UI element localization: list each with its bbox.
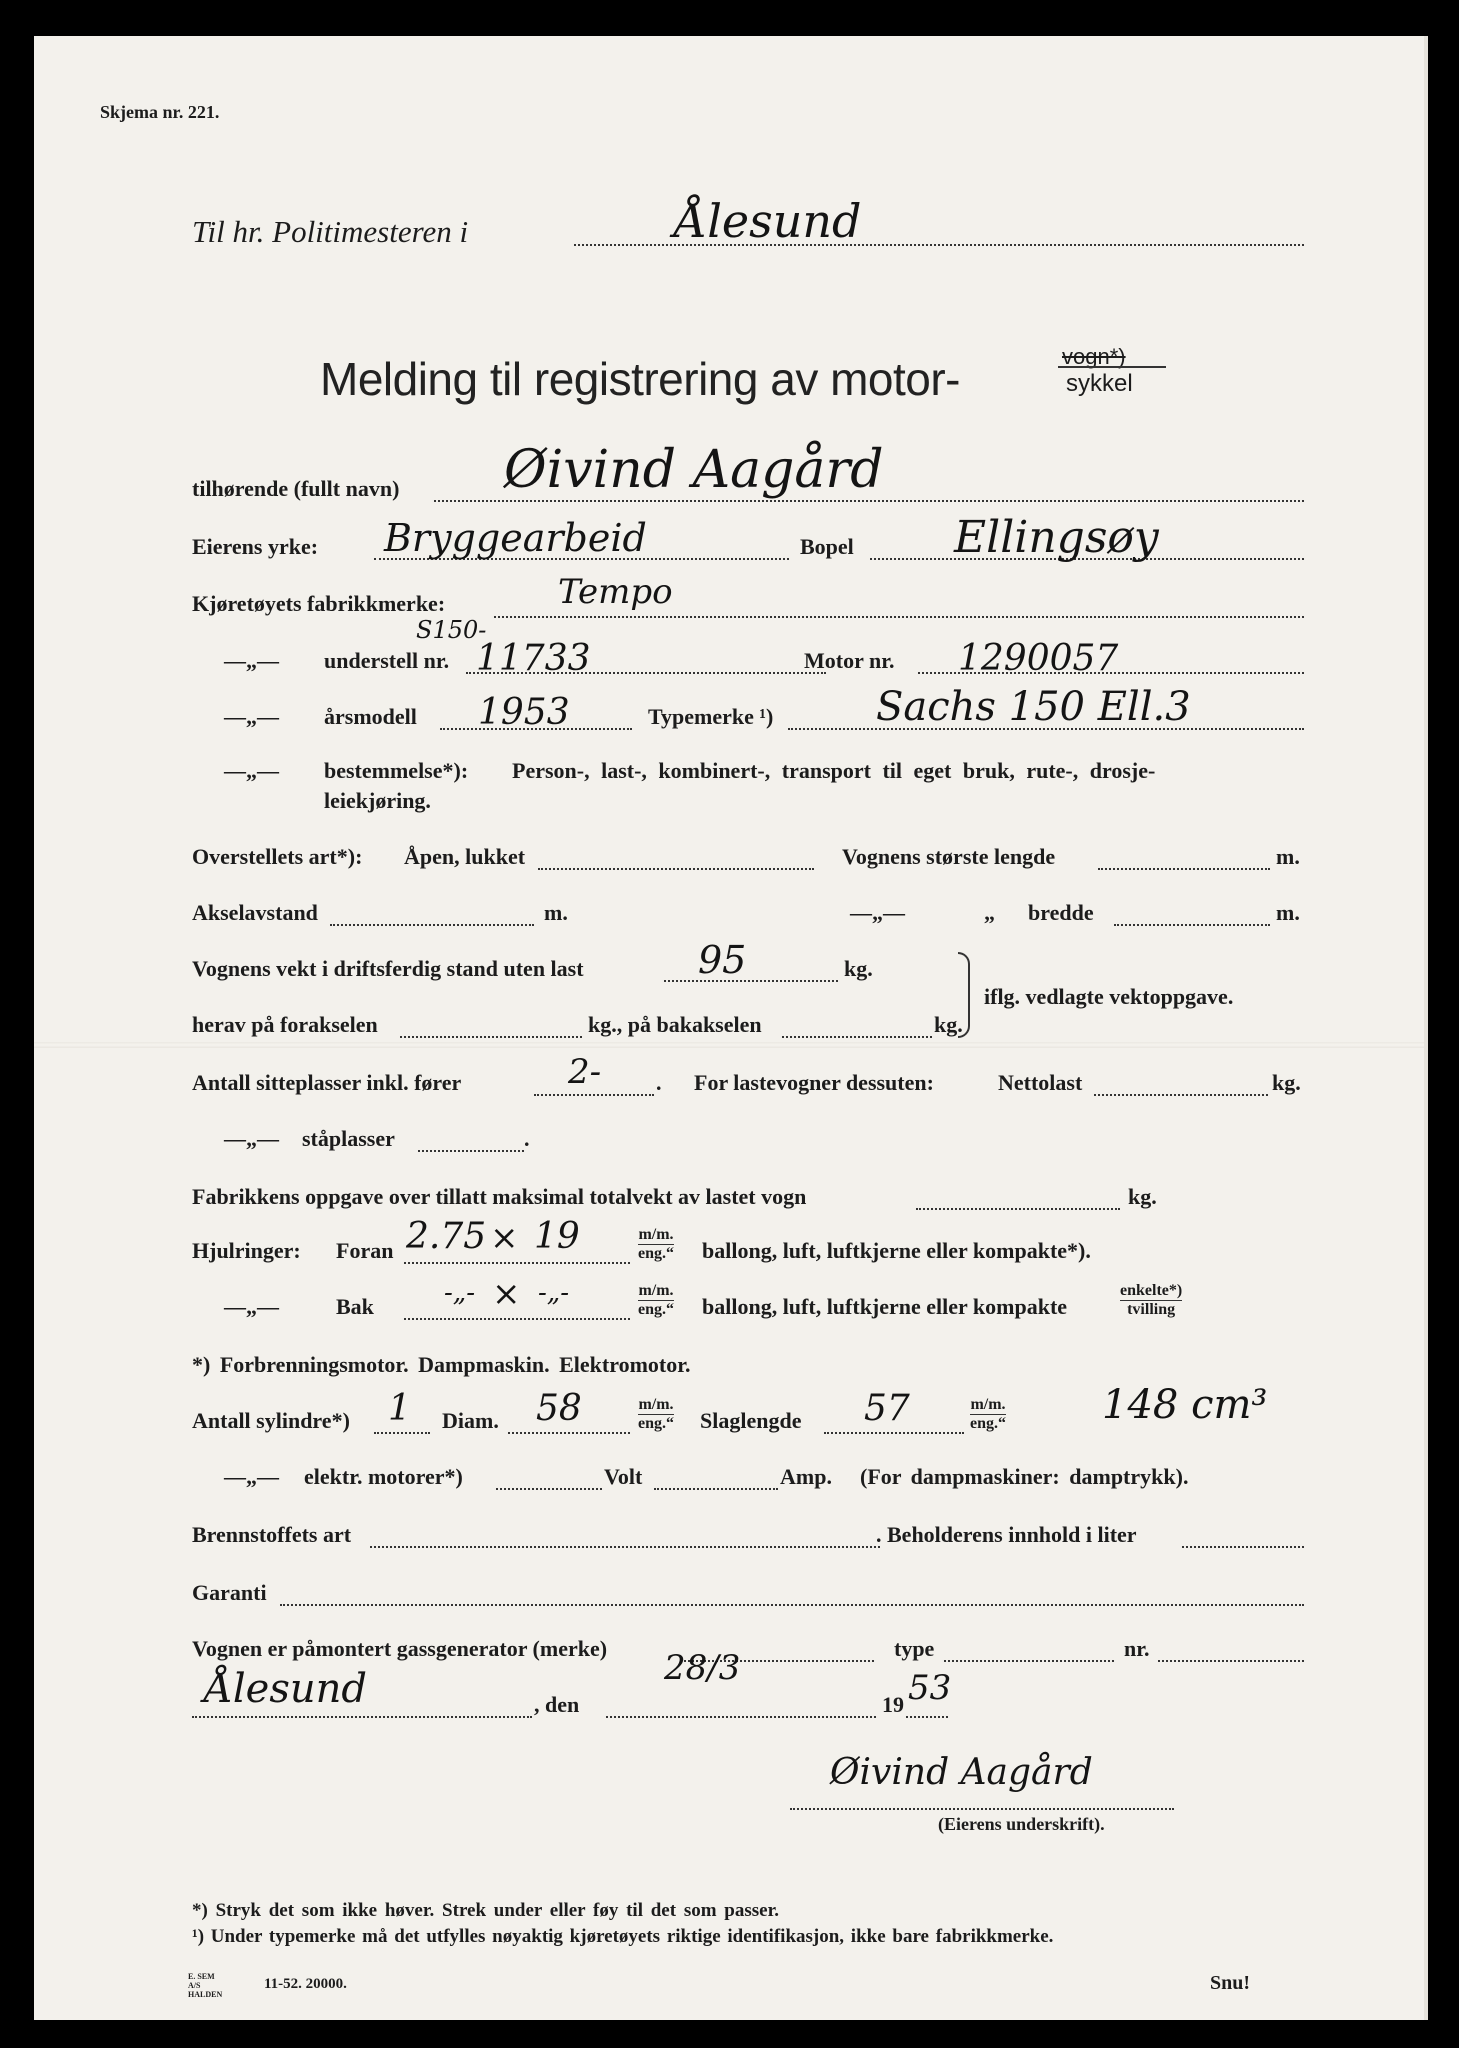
place-line [192, 1716, 532, 1718]
weight-unit: kg. [844, 956, 873, 981]
rear-axle-label: kg., på bakakselen [588, 1012, 762, 1037]
title-divider [1058, 366, 1166, 368]
diam-label: Diam. [442, 1408, 499, 1433]
truck-label: For lastevogner dessuten: [694, 1070, 934, 1095]
warranty-label: Garanti [192, 1580, 267, 1605]
footnote-1: *) Stryk det som ikke høver. Strek under eller føy til det som passer. [192, 1900, 780, 1921]
type-value: Sachs 150 Ell.3 [876, 684, 1191, 730]
date-line [606, 1716, 876, 1718]
tires-rear-line [404, 1318, 630, 1320]
purpose-options-2: leiekjøring. [324, 788, 431, 813]
year-label: årsmodell [324, 704, 417, 729]
make-line [494, 616, 1304, 618]
seats-value: 2- [568, 1052, 602, 1092]
electric-line [496, 1488, 602, 1490]
seats-label: Antall sitteplasser inkl. fører [192, 1070, 462, 1095]
occupation-value: Bryggearbeid [384, 516, 647, 560]
length-unit: m. [1276, 844, 1300, 869]
gas-type-label: type [894, 1636, 935, 1661]
body-line [538, 868, 814, 870]
rear-axle-line [782, 1036, 932, 1038]
net-load-unit: kg. [1272, 1070, 1301, 1095]
width-unit: m. [1276, 900, 1300, 925]
max-weight-unit: kg. [1128, 1184, 1157, 1209]
residence-value: Ellingsøy [954, 512, 1159, 563]
gas-nr-line [1158, 1660, 1304, 1662]
title-sykkel: sykkel [1066, 370, 1133, 397]
diam-unit: m/m. eng.“ [638, 1396, 674, 1432]
standing-line [418, 1150, 524, 1152]
length-label: Vognens største lengde [842, 844, 1056, 869]
ditto-mark: —„— [224, 1294, 279, 1319]
make-value: Tempo [558, 572, 673, 612]
front-axle-label: herav på forakselen [192, 1012, 378, 1037]
electric-label: elektr. motorer*) [304, 1464, 463, 1489]
tires-front-value-x: × [490, 1218, 519, 1258]
wheelbase-label: Akselavstand [192, 900, 318, 925]
owner-signature: Øivind Aagård [830, 1752, 1093, 1793]
tires-rear-label: Bak [336, 1294, 374, 1319]
form-page: Skjema nr. 221. Til hr. Politimesteren i Ålesund Melding til registrering av motor- vogn*) sykkel tilhørende (fullt navn) Øivind Aagård Eierens yrke: Bryggearbeid Bopel Ellingsøy Kjøretøyets fabrikkmerke: Tempo —„— understell nr. S150- 11733 Motor nr. 1290057 —„— årsmodell 1953 Typemerke ¹) Sachs 150 Ell.3 —„— bestemmelse*): Person-, last-, kombinert-, transport til eget bruk, rute-, drosje- leiekjøring. Overstellets art*): Åpen, lukket Vognens største lengde m. Akselavstand m. —„— „ bredde m. Vognens vekt i driftsferdig stand uten last 95 kg. herav på forakselen kg., på bakakselen kg. iflg. vedlagte vektoppgave. Antall sitteplasser inkl. fører 2- . For lastevogner dessuten: Nettolast kg. —„— ståplasser . Fabrikkens oppgave over tillatt maksimal totalvekt av lastet vogn kg. Hjulringer: Foran 2.75 × 19 m/m. eng.“ ballong, luft, luftkjerne eller kompakte*). —„— Bak -„- × -„- m/m. eng.“ ballong, luft, luftkjerne eller kompakte enkelte*) tvilling *) Forbrenningsmotor. Dampmaskin. Elektromotor. Antall sylindre*) 1 Diam. 58 m/m. eng.“ Slaglengde 57 m/m. eng.“ 148 cm³ —„— elektr. motorer*) Volt Amp. (For dampmaskiner: damptrykk). Brennstoffets art . Beholderens innhold i liter Garanti Vognen er påmontert gassgenerator (merke) type nr. Ålesund , den 28/3 19 53 Øivind Aagård (Eierens underskrift). *) Stryk det som ikke høver. Strek under eller føy til det som passer. ¹) Under typemerke må det utfylles nøyaktig kjøretøyets riktige identifikasjon, ikke bare fabrikkmerke. E. SEM A/S HALDEN 11-52. 20000. Snu! [34, 36, 1428, 2020]
motor-value: 1290057 [958, 638, 1119, 679]
ditto-mark: —„— [224, 758, 279, 783]
turn-over: Snu! [1210, 1972, 1251, 1994]
printer-mark: E. SEM A/S HALDEN [188, 1972, 223, 1999]
weight-label: Vognens vekt i driftsferdig stand uten last [192, 956, 584, 981]
frame-label: understell nr. [324, 648, 450, 673]
volt-label: Volt [604, 1464, 643, 1489]
stroke-label: Slaglengde [700, 1408, 802, 1433]
residence-label: Bopel [800, 534, 854, 559]
tires-rear-option: enkelte*) tvilling [1120, 1282, 1183, 1318]
steam-label: (For dampmaskiner: damptrykk). [860, 1464, 1189, 1489]
stroke-unit: m/m. eng.“ [970, 1396, 1006, 1432]
tires-front-value-b: 19 [534, 1216, 580, 1257]
signature-line [790, 1808, 1174, 1810]
net-load-line [1094, 1094, 1268, 1096]
schema-number: Skjema nr. 221. [100, 102, 220, 122]
year-value: 1953 [478, 692, 570, 733]
weight-value: 95 [698, 938, 747, 982]
gas-label: Vognen er påmontert gassgenerator (merke) [192, 1636, 608, 1661]
tires-front-value-a: 2.75 [406, 1216, 487, 1257]
displacement-value: 148 cm³ [1102, 1382, 1268, 1428]
occupation-label: Eierens yrke: [192, 534, 319, 559]
body-label: Overstellets art*): [192, 844, 363, 869]
net-load-label: Nettolast [998, 1070, 1083, 1095]
standing-label: ståplasser [302, 1126, 395, 1151]
ditto-mark: —„— [224, 648, 279, 673]
cylinders-line [374, 1432, 430, 1434]
ditto-mark: —„— [224, 1126, 279, 1151]
tank-line [1182, 1546, 1304, 1548]
owner-name-line [434, 500, 1304, 502]
tires-rear-unit: m/m. eng.“ [638, 1282, 674, 1318]
gas-type-line [944, 1660, 1114, 1662]
ditto-mark: —„— [850, 900, 905, 925]
warranty-line [280, 1604, 1304, 1606]
wheelbase-unit: m. [544, 900, 568, 925]
footnote-2: ¹) Under typemerke må det utfylles nøyaktig kjøretøyets riktige identifikasjon, ikke bare fabrikkmerke. [192, 1926, 1054, 1947]
tank-label: . Beholderens innhold i liter [876, 1522, 1137, 1547]
width-line [1114, 924, 1270, 926]
wheelbase-line [330, 924, 534, 926]
place-value: Ålesund [204, 1666, 368, 1712]
weight-line [664, 980, 838, 982]
tires-label: Hjulringer: [192, 1238, 301, 1263]
signature-caption: (Eierens underskrift). [938, 1814, 1105, 1834]
frame-value: 11733 [476, 638, 591, 679]
purpose-options: Person-, last-, kombinert-, transport til eget bruk, rute-, drosje- [512, 758, 1156, 783]
body-options: Åpen, lukket [404, 844, 526, 869]
engine-types: *) Forbrenningsmotor. Dampmaskin. Elektromotor. [192, 1352, 691, 1377]
tires-front-types: ballong, luft, luftkjerne eller kompakte*). [702, 1238, 1091, 1263]
year-prefix: 19 [882, 1692, 904, 1717]
rear-axle-unit: kg. [934, 1012, 963, 1037]
form-title: Melding til registrering av motor- [320, 353, 961, 405]
fuel-line [370, 1546, 880, 1548]
front-axle-line [400, 1036, 582, 1038]
frame-prefix: S150- [416, 616, 487, 644]
title-vogn: vogn*) [1062, 344, 1126, 369]
type-label: Typemerke ¹) [648, 704, 774, 729]
diam-value: 58 [536, 1388, 582, 1429]
gas-nr-label: nr. [1124, 1636, 1150, 1661]
stroke-line [824, 1432, 964, 1434]
width-label: bredde [1028, 900, 1094, 925]
seats-line [534, 1094, 654, 1096]
tires-rear-value-a: -„- [444, 1278, 476, 1308]
ditto-mark: —„— [224, 1464, 279, 1489]
date-label: , den [534, 1692, 580, 1717]
stroke-value: 57 [864, 1388, 910, 1429]
tires-front-line [404, 1262, 630, 1264]
year-suffix: 53 [908, 1668, 952, 1708]
max-weight-label: Fabrikkens oppgave over tillatt maksimal totalvekt av lastet vogn [192, 1184, 807, 1209]
tires-rear-types: ballong, luft, luftkjerne eller kompakte [702, 1294, 1068, 1319]
addressee-label: Til hr. Politimesteren i [192, 214, 469, 249]
ditto-mark: —„— [224, 704, 279, 729]
weight-brace [958, 952, 970, 1038]
fuel-label: Brennstoffets art [192, 1522, 352, 1547]
weight-note: iflg. vedlagte vektoppgave. [984, 984, 1234, 1009]
tires-front-unit: m/m. eng.“ [638, 1226, 674, 1262]
addressee-value: Ålesund [674, 194, 862, 248]
width-quote: „ [984, 900, 995, 925]
tires-rear-value-b: -„- [538, 1278, 570, 1308]
cylinders-value: 1 [388, 1388, 411, 1429]
make-label: Kjøretøyets fabrikkmerke: [192, 591, 446, 616]
diam-line [508, 1432, 630, 1434]
motor-label: Motor nr. [804, 648, 895, 673]
length-line [1098, 868, 1270, 870]
print-info: 11-52. 20000. [264, 1976, 347, 1992]
cylinders-label: Antall sylindre*) [192, 1408, 350, 1433]
owner-name-label: tilhørende (fullt navn) [192, 476, 400, 501]
purpose-label: bestemmelse*): [324, 758, 469, 783]
max-weight-line [916, 1208, 1120, 1210]
tires-front-label: Foran [336, 1238, 394, 1263]
year-line [906, 1716, 948, 1718]
volt-line [654, 1488, 778, 1490]
owner-name-value: Øivind Aagård [504, 440, 884, 500]
amp-label: Amp. [780, 1464, 832, 1489]
date-value: 28/3 [664, 1648, 741, 1688]
tires-rear-value-x: × [492, 1274, 521, 1314]
